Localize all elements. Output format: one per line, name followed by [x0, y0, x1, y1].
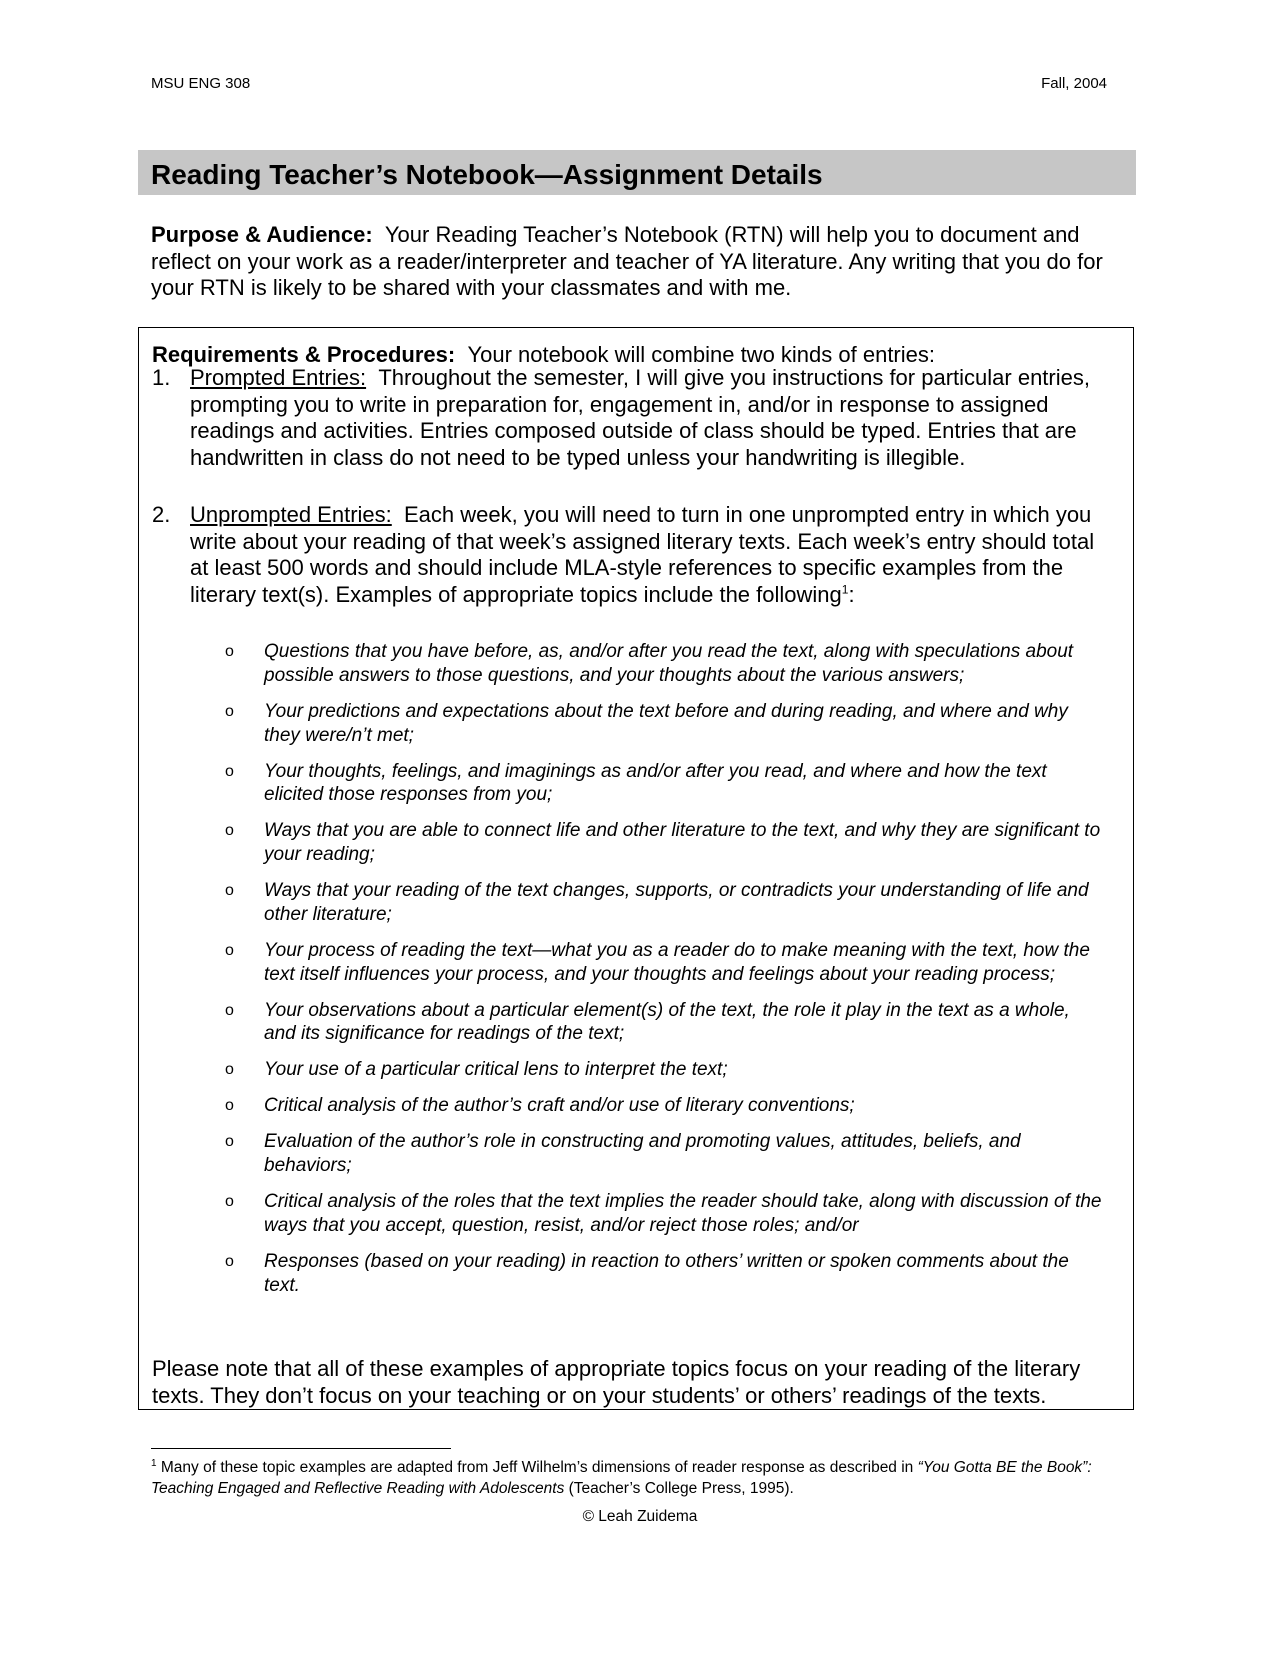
term-header: Fall, 2004 [1041, 75, 1107, 92]
topic-text: Ways that your reading of the text changes, supports, or contradicts your understanding of life and other literature; [264, 880, 1089, 925]
topic-text: Your process of reading the text—what you as a reader do to make meaning with the text, how the text itself influences your process, and your thoughts and feelings about your reading process; [264, 939, 1090, 985]
bullet-icon: o [225, 1193, 234, 1211]
list-item [225, 1250, 1105, 1298]
topic-text: Critical analysis of the author’s craft and/or use of literary conventions; [264, 1095, 855, 1117]
list-item [225, 939, 1105, 987]
list-item [225, 879, 1105, 927]
purpose-paragraph [151, 222, 1136, 302]
requirements-intro-text: Your notebook will combine two kinds of entries: [467, 342, 935, 367]
closing-note: Please note that all of these examples of appropriate topics focus on your reading of the literary texts. They don’t focus on your teaching or on your students’ or others’ readings of the texts. [152, 1356, 1081, 1408]
purpose-text: Your Reading Teacher’s Notebook (RTN) will help you to document and reflect on your work as a reader/interpreter and teacher of YA literature. Any writing that you do for your RTN is likely to be shared with your classmates and with me. [151, 222, 1103, 300]
unprompted-entries-label: Unprompted Entries: [190, 502, 392, 527]
topic-text: Evaluation of the author’s role in constructing and promoting values, attitudes, beliefs, and behaviors; [264, 1131, 1021, 1177]
bullet-icon: o [225, 1001, 234, 1019]
prompted-entries-label: Prompted Entries: [190, 365, 367, 390]
bullet-icon: o [225, 1097, 234, 1115]
topic-text: Your thoughts, feelings, and imaginings as and/or after you read, and where and how the text elicited those responses from you; [264, 760, 1047, 806]
bullet-icon: o [225, 1253, 234, 1270]
footnote-reference[interactable]: 1 [841, 582, 849, 597]
list-item [225, 1130, 1105, 1178]
purpose-label: Purpose & Audience: [151, 222, 373, 247]
bullet-icon: o [225, 1133, 234, 1151]
topic-text: Critical analysis of the roles that the text implies the reader should take, along with discussion of the ways that you accept, question, resist, and/or reject those roles; and/or [264, 1191, 1102, 1237]
list-item [225, 1058, 1105, 1082]
bullet-icon: o [225, 1061, 234, 1079]
topic-list [225, 640, 1105, 1310]
footnote-text-before: Many of these topic examples are adapted from Jeff Wilhelm’s dimensions of reader response as described in [160, 1459, 918, 1476]
list-item [225, 819, 1105, 867]
bullet-icon: o [225, 941, 234, 959]
topic-text: Your use of a particular critical lens to interpret the text; [264, 1059, 728, 1081]
bullet-icon: o [225, 882, 234, 900]
list-item [225, 999, 1105, 1047]
bullet-icon: o [225, 702, 234, 720]
item-number: 2. [152, 502, 171, 527]
topic-text: Questions that you have before, as, and/or after you read the text, along with speculations about possible answers to those questions, and your thoughts about the various answers; [264, 641, 1074, 686]
unprompted-entries-trailing: : [848, 581, 855, 607]
title-bar [138, 150, 1136, 195]
unprompted-entries-text: Each week, you will need to turn in one unprompted entry in which you write about your reading of that week’s assigned literary texts. Each week’s entry should total at least 500 words and should include MLA-style references to specific examples from the literary text(s). Examples of appropriate topics include the following [190, 502, 1095, 607]
footnote [151, 1457, 1136, 1499]
topic-text: Your predictions and expectations about the text before and during reading, and where and why they were/n’t met; [264, 700, 1068, 746]
footnote-book-title: “You Gotta BE the Book”: Teaching Engaged and Reflective Reading with Adolescents [151, 1459, 1092, 1497]
bullet-icon: o [225, 822, 234, 840]
topic-text: Ways that you are able to connect life and other literature to the text, and why they are significant to your reading; [264, 820, 1101, 866]
item-number: 1. [152, 365, 171, 390]
list-item [225, 1094, 1105, 1118]
course-header: MSU ENG 308 [151, 75, 251, 92]
list-item [225, 700, 1105, 748]
footnote-text-after: (Teacher’s College Press, 1995). [564, 1480, 794, 1497]
bullet-icon: o [225, 643, 234, 660]
list-item [225, 760, 1105, 808]
list-item [225, 1190, 1105, 1238]
unprompted-entries-item [152, 502, 1112, 608]
requirements-label: Requirements & Procedures: [152, 342, 456, 367]
footnote-divider [151, 1448, 451, 1449]
topic-text: Responses (based on your reading) in reaction to others’ written or spoken comments about the text. [264, 1251, 1069, 1296]
requirements-box [138, 327, 1134, 1410]
prompted-entries-item [152, 365, 1112, 471]
prompted-entries-text: Throughout the semester, I will give you instructions for particular entries, prompting you to write in preparation for, engagement in, and/or in response to assigned readings and activities. Entries composed outside of class should be typed. Entries that are handwritten in class do not need to be typed unless your handwriting is illegible. [190, 365, 1090, 470]
topic-text: Your observations about a particular element(s) of the text, the role it play in the text as a whole, and its significance for readings of the text; [264, 999, 1070, 1045]
page-title: Reading Teacher’s Notebook—Assignment Details [151, 159, 823, 190]
footnote-mark: 1 [151, 1457, 157, 1469]
copyright: © Leah Zuidema [582, 1508, 698, 1525]
list-item [225, 640, 1105, 688]
bullet-icon: o [225, 762, 234, 780]
